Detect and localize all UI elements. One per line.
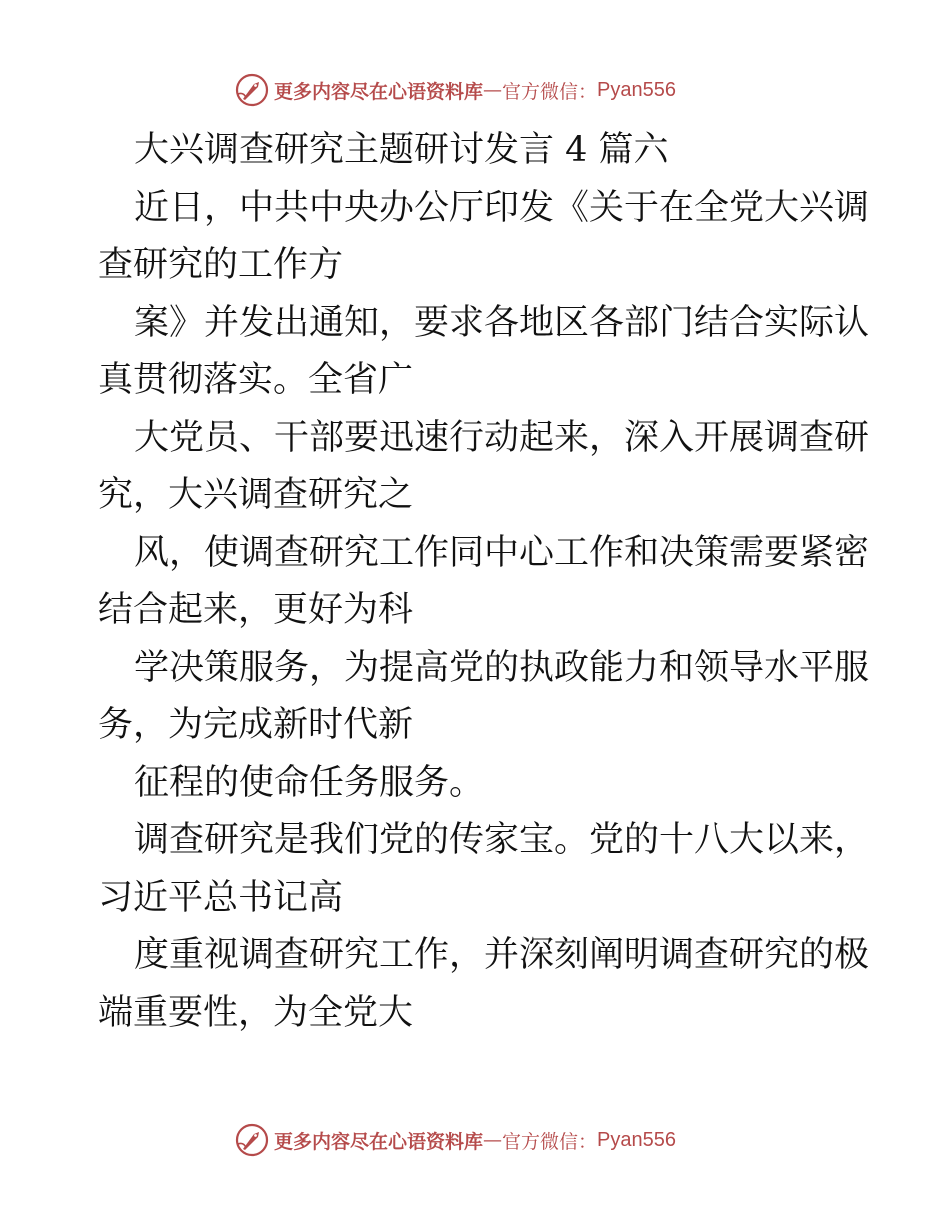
paragraph-line: 结合起来，更好为科: [98, 590, 414, 630]
document-body: [98, 122, 870, 1042]
banner-wechat-label: 官方微信：: [502, 80, 598, 103]
paragraph-line: 近日，中共中央办公厅印发《关于在全党大兴调: [134, 187, 870, 228]
banner-library-text: 更多内容尽在心语资料库: [274, 1130, 484, 1153]
pen-nib-circle-icon: [234, 72, 270, 108]
banner-wechat-id: Pyan556: [597, 1128, 676, 1151]
paragraph-line: 征程的使命任务服务。: [134, 762, 485, 803]
document-title: 大兴调查研究主题研讨发言 4 篇六: [134, 130, 669, 170]
paragraph-line: 真贯彻落实。全省广: [98, 360, 414, 400]
footer-banner: [234, 1120, 676, 1160]
banner-wechat-label: 官方微信：: [502, 1130, 598, 1153]
paragraph-line: 习近平总书记高: [98, 877, 344, 918]
paragraph-line: 度重视调查研究工作，并深刻阐明调查研究的极: [134, 935, 870, 975]
header-banner: [234, 70, 676, 110]
banner-separator: —: [483, 79, 503, 101]
paragraph-line: 调查研究是我们党的传家宝。党的十八大以来，: [134, 820, 870, 860]
paragraph-line: 案》并发出通知，要求各地区各部门结合实际认: [134, 302, 870, 343]
banner-wechat-id: Pyan556: [597, 78, 676, 101]
paragraph-line: 查研究的工作方: [98, 245, 344, 285]
paragraph-line: 大党员、干部要迅速行动起来，深入开展调查研: [134, 417, 870, 458]
banner-library-text: 更多内容尽在心语资料库: [274, 80, 484, 103]
pen-nib-circle-icon: [234, 1122, 270, 1158]
paragraph-line: 风，使调查研究工作同中心工作和决策需要紧密: [134, 532, 870, 573]
banner-separator: —: [483, 1129, 503, 1151]
paragraph-line: 究，大兴调查研究之: [98, 475, 414, 515]
paragraph-line: 学决策服务，为提高党的执政能力和领导水平服: [134, 647, 870, 688]
paragraph-line: 务，为完成新时代新: [98, 705, 414, 745]
paragraph-line: 端重要性，为全党大: [98, 992, 414, 1033]
